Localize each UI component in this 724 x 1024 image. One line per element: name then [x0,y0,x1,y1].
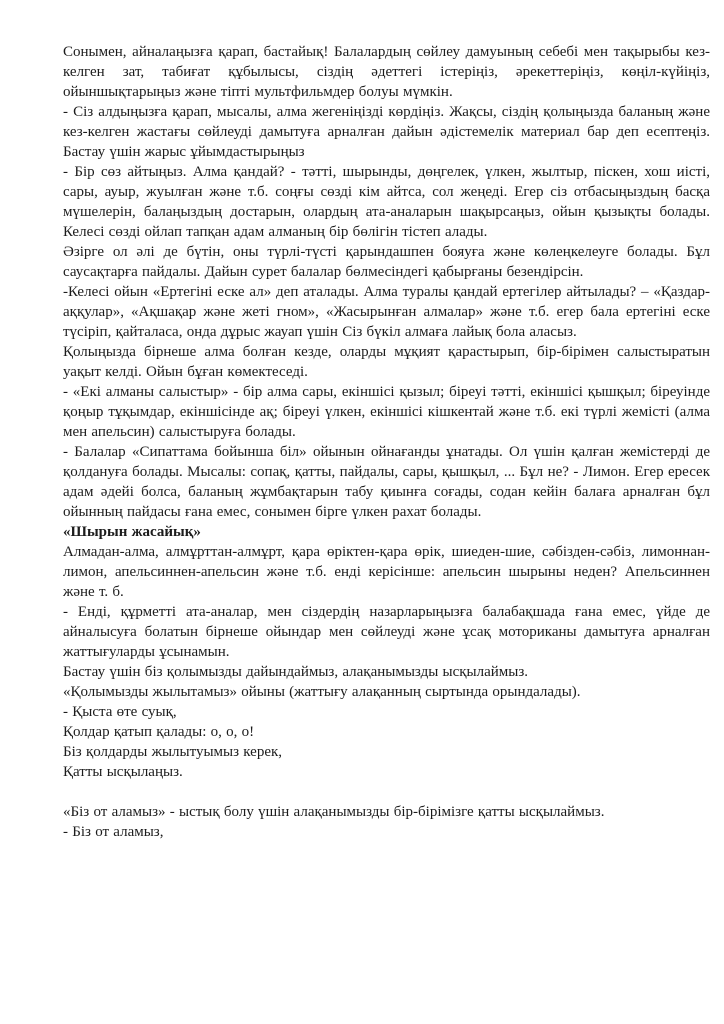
paragraph-intro: Сонымен, айналаңызға қарап, бастайық! Балалардың сөйлеу дамуының себебі мен тақырыбы кез-келген зат, табиғат құбылысы, сіздің әдеттегі істеріңіз, әрекеттеріңіз, көңіл-күйіңіз, ойыншықтарыңыз және тіпті мультфильмдер болуы мүмкін. [63,44,710,100]
rhyme-line-5: - Біз от аламыз, [63,824,164,840]
rhyme-line-4: Қатты ысқылаңыз. [63,764,183,780]
paragraph-apple-example: - Сіз алдыңызға қарап, мысалы, алма жегеніңізді көрдіңіз. Жақсы, сіздің қолыңызда баланың және кез-келген жастағы сөйлеуді дамытуға арналған дайын әдістемелік материал бар деп есептеңіз. Бастау үшін жарыс ұйымдастырыңыз [63,104,710,160]
paragraph-juice-examples: Алмадан-алма, алмұрттан-алмұрт, қара өріктен-қара өрік, шиеден-шие, сәбізден-сәбіз, лимоннан-лимон, апельсиннен-апельсин және т.б. енді керісінше: апельсин шырыны неден? Апельсиннен және т. б. [63,544,710,600]
paragraph-compare-two-apples-game: - «Екі алманы салыстыр» - бір алма сары, екіншісі қызыл; біреуі тәтті, екіншісі қышқыл; біреуінде қоңыр тұқымдар, екіншісінде ақ; біреуі үлкен, екіншісі кішкентай және т.б. екі түрлі жемісті (алма мен апельсин) салыстыруға болады. [63,384,710,440]
paragraph-say-a-word-game: - Бір сөз айтыңыз. Алма қандай? - тәтті, шырынды, дөңгелек, үлкен, жылтыр, піскен, хош иісті, сары, ауыр, жуылған және т.б. соңғы сөзді кім айтса, сол жеңеді. Егер сіз отбасыңыздың басқа мүшелерін, балаңыздың достарын, олардың ата-аналарын шақырсаңыз, ойын қызықты болады. Келесі сөзді ойлап тапқан адам алманың бір бөлігін тістеп алады. [63,164,710,240]
paragraph-warmup-intro: Бастау үшін біз қолымызды дайындаймыз, алақанымызды ысқылаймыз. [63,664,529,680]
paragraph-remember-fairytale-game: -Келесі ойын «Ертегіні еске ал» деп аталады. Алма туралы қандай ертегілер айтылады? – «Қаздар-аққулар», «Ақшақар және жеті гном», «Жасырынған алмалар» және т.б. егер бала ертегіні еске түсіріп, қайталаса, онда дұрыс жауап үшін Сіз бүкіл алмаға лайық бола аласыз. [63,284,710,340]
paragraph-coloring-tip: Әзірге ол әлі де бүтін, оны түрлі-түсті қарындашпен бояуға және көлеңкелеуге болады. Бұл саусақтарға пайдалы. Дайын сурет балалар бөлмесіндегі қабырғаны безендірсін. [63,244,710,280]
paragraph-guess-by-description-game: - Балалар «Сипаттама бойынша біл» ойынын ойнағанды ұнатады. Ол үшін қалған жемістерді де қолдануға болады. Мысалы: сопақ, қатты, пайдалы, сары, қышқыл, ... Бұл не? - Лимон. Егер ересек адам әдейі болса, баланың жұмбақтарын табу қиынға соғады, содан кейін балаға арналған бұл ойынның пайдасы ғана емес, сонымен бірге үлкен рахат болады. [63,444,710,520]
rhyme-line-1: - Қыста өте суық, [63,704,177,720]
paragraph-compare-intro: Қолыңызда бірнеше алма болған кезде, оларды мұқият қарастырып, бір-бірімен салыстыратын уақыт келді. Ойын бұған көмектеседі. [63,344,710,380]
rhyme-line-3: Біз қолдарды жылытуымыз керек, [63,744,283,760]
blank-line [63,782,710,802]
rhyme-line-2: Қолдар қатып қалады: о, о, о! [63,724,255,740]
paragraph-parents-address: - Енді, құрметті ата-аналар, мен сіздердің назарларыңызға балабақшада ғана емес, үйде де айналысуға болатын бірнеше ойындар мен сөйлеуді және ұсақ моториканы дамытуға арналған жаттығуларды ұсынамын. [63,604,710,660]
paragraph-get-fire-game: «Біз от аламыз» - ыстық болу үшін алақанымызды бір-бірімізге қатты ысқылаймыз. [63,804,605,820]
section-heading-make-juice: «Шырын жасайық» [63,524,201,540]
paragraph-warm-hands-game-title: «Қолымызды жылытамыз» ойыны (жаттығу алақанның сыртында орындалады). [63,684,581,700]
